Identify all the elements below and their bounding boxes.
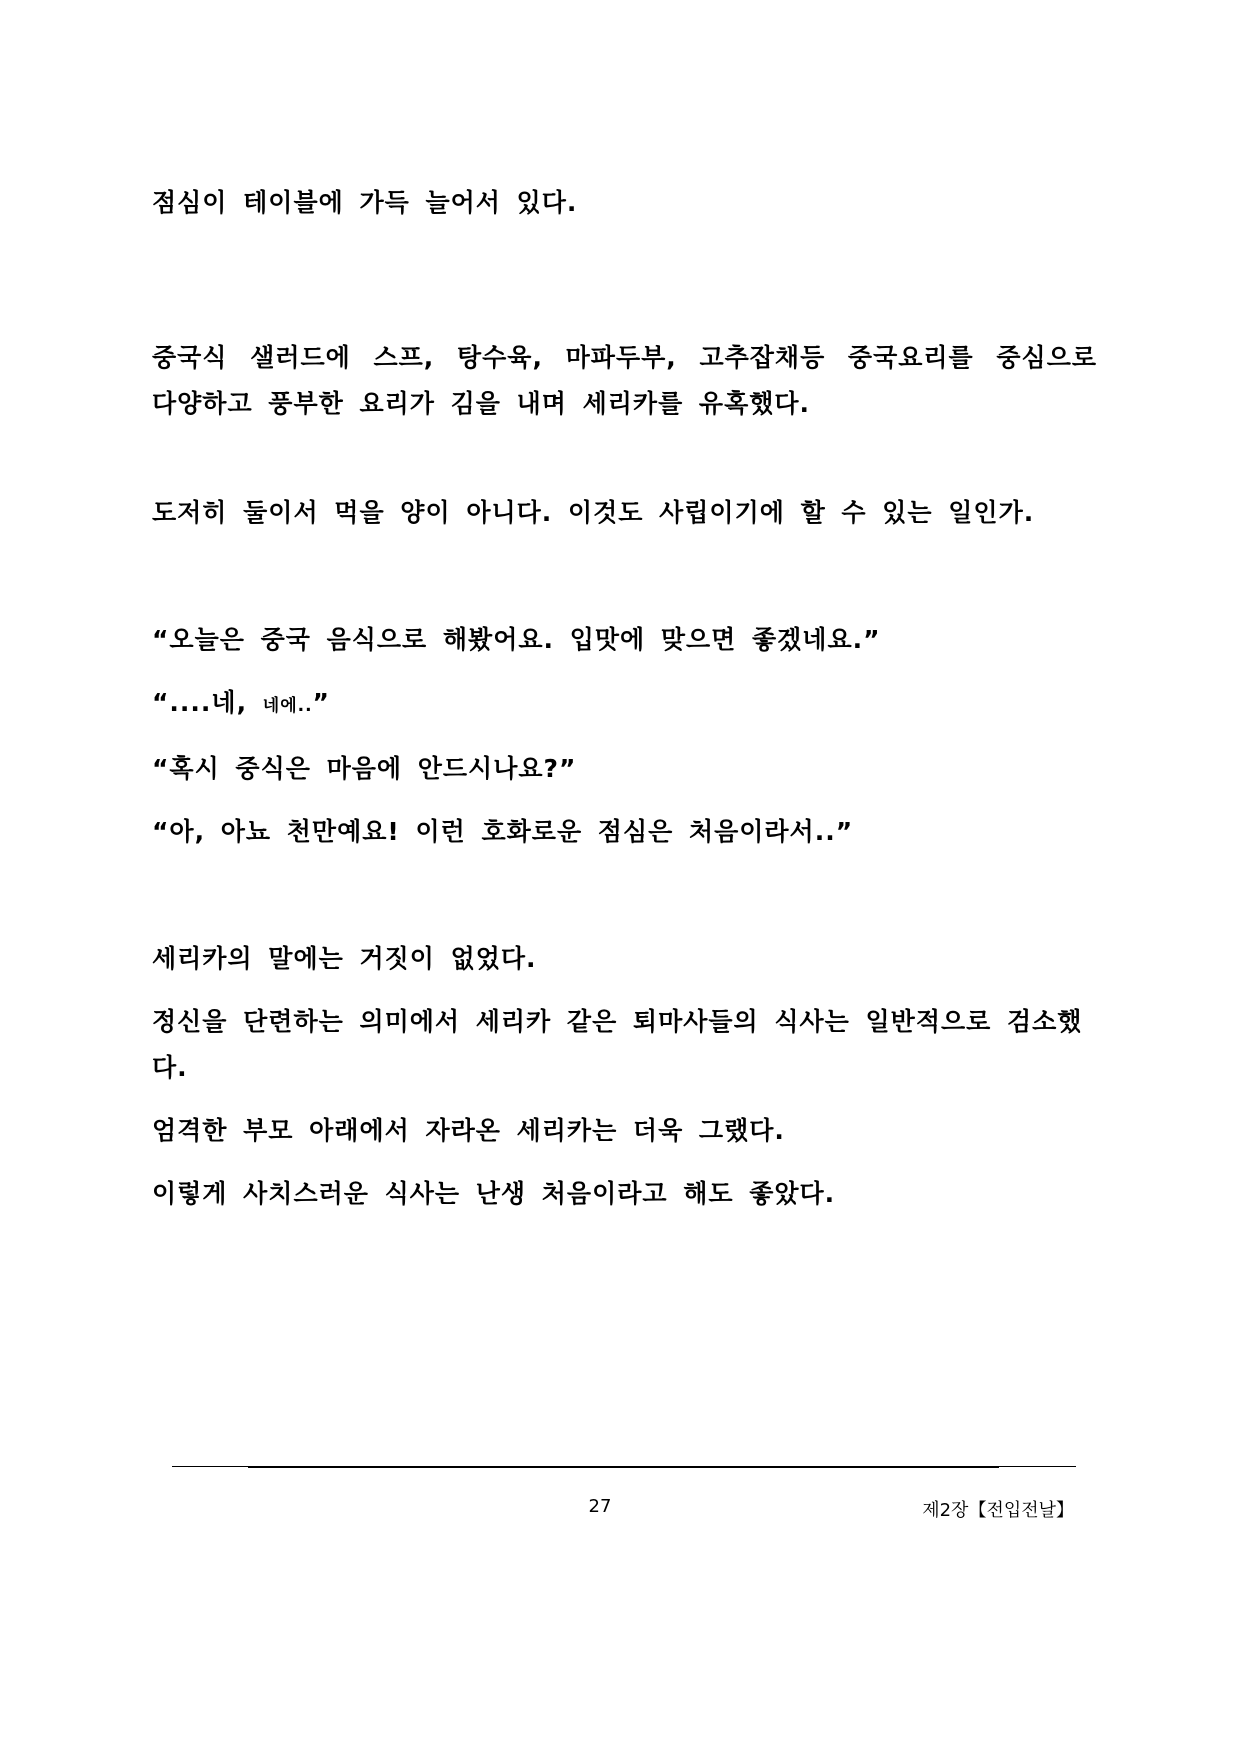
section-gap — [152, 872, 1097, 936]
dialogue-line — [152, 680, 1097, 729]
page-number: 27 — [588, 1496, 612, 1517]
section-gap — [152, 553, 1097, 617]
dialogue-segment: “....네, — [152, 688, 263, 717]
paragraph: 정신을 단련하는 의미에서 세리카 같은 퇴마사들의 식사는 일반적으로 검소했다. — [152, 1007, 1083, 1082]
dialogue-line: “아, 아뇨 천만예요! 이런 호화로운 점심은 처음이라서..” — [152, 817, 854, 846]
dialogue-line: “혹시 중식은 마음에 안드시나요?” — [152, 754, 577, 783]
footer-divider-thick — [248, 1466, 999, 1468]
paragraph-multiline — [152, 243, 1097, 473]
dialogue-segment: ” — [312, 688, 330, 717]
body-text — [152, 180, 1097, 1234]
dialogue-small-segment: 네에.. — [262, 696, 313, 716]
chapter-label: 제2장【전입전날】 — [922, 1500, 1074, 1521]
paragraph: 도저히 둘이서 먹을 양이 아니다. 이것도 사립이기에 할 수 있는 일인가. — [152, 498, 1035, 527]
paragraph: 엄격한 부모 아래에서 자라온 세리카는 더욱 그랬다. — [152, 1116, 785, 1145]
paragraph: 세리카의 말에는 거짓이 없었다. — [152, 944, 537, 973]
paragraph-line: 중국식 샐러드에 스프, 탕수육, 마파두부, 고추잡채등 중국요리를 중심으로 — [152, 343, 1097, 372]
paragraph-line: 다양하고 풍부한 요리가 김을 내며 세리카를 유혹했다. — [152, 389, 811, 418]
paragraph: 이렇게 사치스러운 식사는 난생 처음이라고 해도 좋았다. — [152, 1179, 836, 1208]
paragraph: 점심이 테이블에 가득 늘어서 있다. — [152, 188, 578, 217]
dialogue-line: “오늘은 중국 음식으로 해봤어요. 입맛에 맞으면 좋겠네요.” — [152, 625, 881, 654]
